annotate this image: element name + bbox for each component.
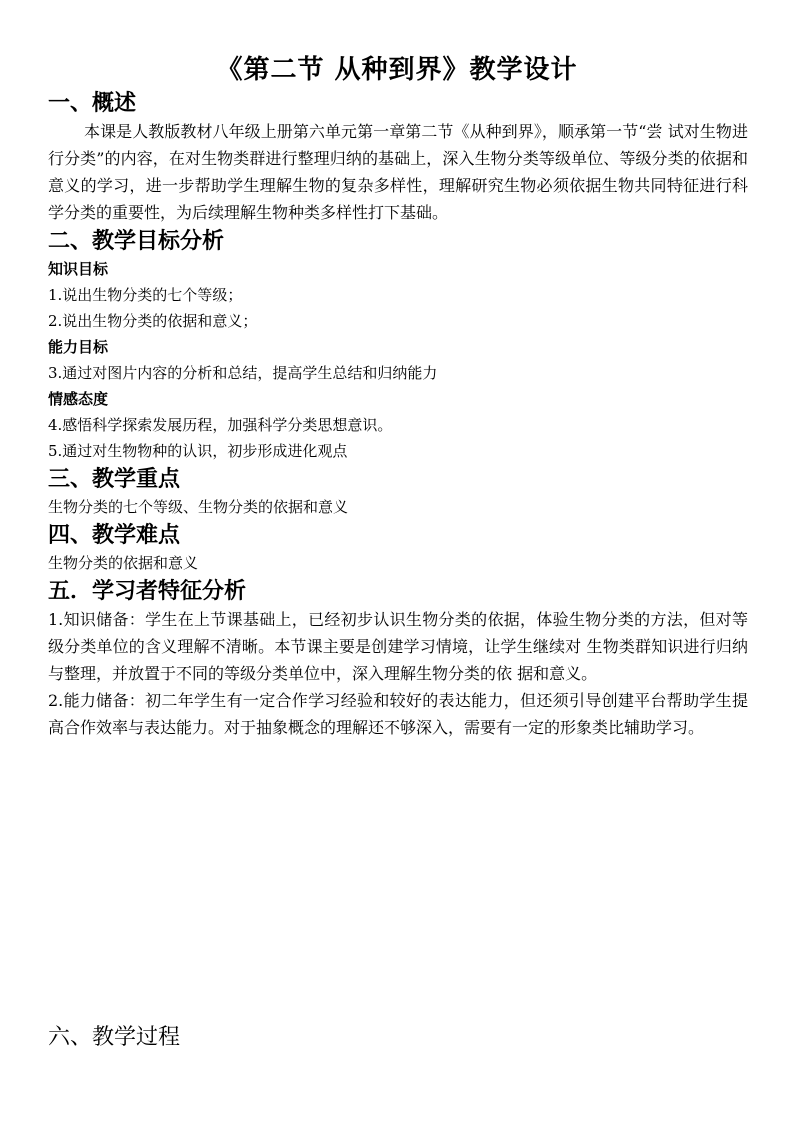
learners-paragraph-knowledge: 1.知识储备：学生在上节课基础上，已经初步认识生物分类的依据，体验生物分类的方法，但对等级分类单位的含义理解不清晰。本节课主要是创建学习情境，让学生继续对 生物类群知识进行归纳与整理，并放置于不同的等级分类单位中，深入理解生物分类的依 据和意义。 xyxy=(48,610,748,683)
emotion-objective-item: 4.感悟科学探索发展历程，加强科学分类思想意识。 xyxy=(48,416,393,434)
knowledge-objectives-label: 知识目标 xyxy=(48,260,109,278)
heading-key-points: 三、教学重点 xyxy=(48,466,181,492)
heading-overview: 一、概述 xyxy=(48,90,137,116)
key-points-text: 生物分类的七个等级、生物分类的依据和意义 xyxy=(48,498,349,516)
emotion-objectives-label: 情感态度 xyxy=(48,390,109,408)
knowledge-objective-item: 2.说出生物分类的依据和意义； xyxy=(48,312,258,330)
heading-process: 六、教学过程 xyxy=(48,1025,181,1050)
emotion-objective-item: 5.通过对生物物种的认识，初步形成进化观点 xyxy=(48,442,348,460)
difficulties-text: 生物分类的依据和意义 xyxy=(48,554,199,572)
document-body xyxy=(48,88,748,741)
overview-paragraph: 本课是人教版教材八年级上册第六单元第一章第二节《从种到界》，顺承第一节“尝 试对生物进行分类”的内容，在对生物类群进行整理归纳的基础上，深入生物分类等级单位、等级分类的依据和意义的学习，进一步帮助学生理解生物的复杂多样性，理解研究生物必须依据生物共同特征进行科学分类的重要性，为后续理解生物种类多样性打下基础。 xyxy=(48,122,748,222)
heading-objectives: 二、教学目标分析 xyxy=(48,228,225,254)
document-title: 《第二节 从种到界》教学设计 xyxy=(216,55,578,85)
knowledge-objective-item: 1.说出生物分类的七个等级； xyxy=(48,286,243,304)
learners-paragraph-ability: 2.能力储备：初二年学生有一定合作学习经验和较好的表达能力，但还须引导创建平台帮助学生提高合作效率与表达能力。对于抽象概念的理解还不够深入，需要有一定的形象类比辅助学习。 xyxy=(48,691,748,737)
heading-learners: 五．学习者特征分析 xyxy=(48,578,247,604)
ability-objective-item: 3.通过对图片内容的分析和总结，提高学生总结和归纳能力 xyxy=(48,364,438,382)
heading-difficulties: 四、教学难点 xyxy=(48,522,181,548)
ability-objectives-label: 能力目标 xyxy=(48,338,109,356)
